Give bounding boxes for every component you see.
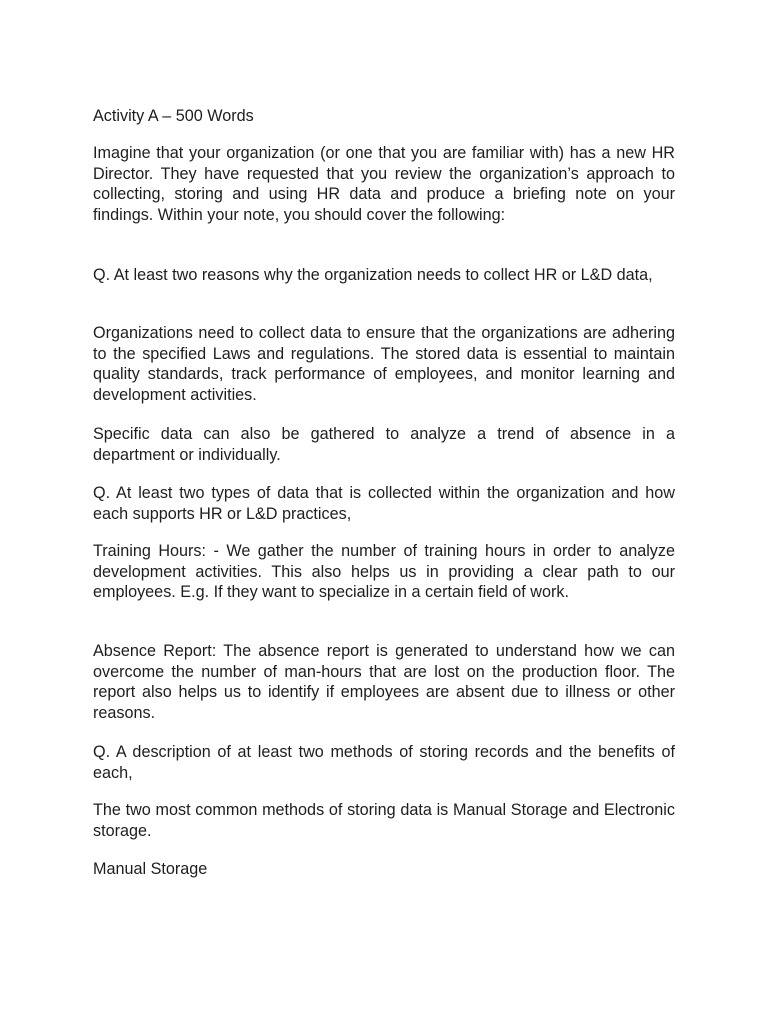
section-heading-manual-storage: Manual Storage bbox=[93, 860, 208, 878]
question-storage-methods: Q. A description of at least two methods of storing records and the benefits of each, bbox=[93, 743, 675, 782]
question-data-types: Q. At least two types of data that is collected within the organization and how each supports HR or L&D practices, bbox=[93, 484, 675, 523]
answer-reasons: Organizations need to collect data to ensure that the organizations are adhering to the specified Laws and regulations. The stored data is essential to maintain quality standards, track performance of employees, and monitor learning and development activities. bbox=[93, 324, 675, 404]
answer-training-hours: Training Hours: - We gather the number of training hours in order to analyze development activities. This also helps us in providing a clear path to our employees. E.g. If they want to specialize in a certain field of work. bbox=[93, 542, 675, 602]
answer-absence-trend: Specific data can also be gathered to analyze a trend of absence in a department or individually. bbox=[93, 425, 675, 464]
answer-storage-methods: The two most common methods of storing data is Manual Storage and Electronic storage. bbox=[93, 801, 675, 840]
intro-paragraph: Imagine that your organization (or one that you are familiar with) has a new HR Director. They have requested that you review the organization’s approach to collecting, storing and using HR data and produce a briefing note on your findings. Within your note, you should cover the following: bbox=[93, 144, 675, 224]
answer-absence-report: Absence Report: The absence report is generated to understand how we can overcome the number of man-hours that are lost on the production floor. The report also helps us to identify if employees are absent due to illness or other reasons. bbox=[93, 642, 675, 722]
question-reasons: Q. At least two reasons why the organization needs to collect HR or L&D data, bbox=[93, 266, 653, 284]
document-title: Activity A – 500 Words bbox=[93, 107, 254, 125]
